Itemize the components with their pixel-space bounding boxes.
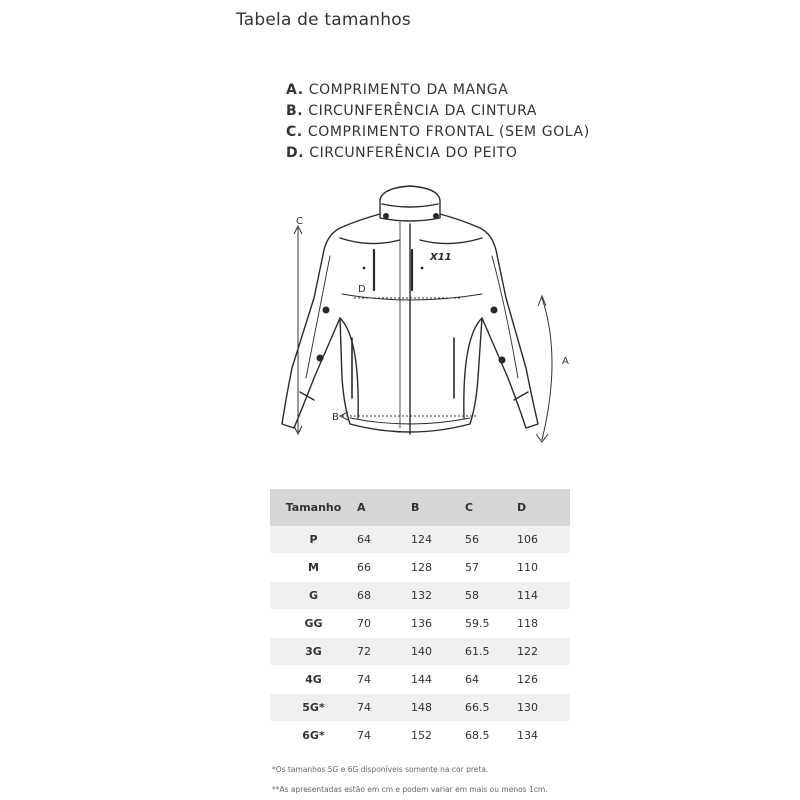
- page-title: Tabela de tamanhos: [236, 10, 411, 30]
- table-row: [270, 554, 570, 582]
- column-header: C: [465, 501, 474, 514]
- value-cell: 64: [357, 533, 371, 546]
- value-cell: 72: [357, 645, 371, 658]
- value-cell: 124: [411, 533, 432, 546]
- legend-label: CIRCUNFERÊNCIA DA CINTURA: [308, 103, 538, 119]
- size-cell: P: [309, 533, 318, 546]
- value-cell: 130: [517, 701, 538, 714]
- table-header-row: [270, 489, 570, 526]
- value-cell: 59.5: [465, 617, 490, 630]
- size-cell: G: [308, 589, 319, 602]
- value-cell: 64: [465, 673, 479, 686]
- value-cell: 132: [411, 589, 432, 602]
- column-header: B: [411, 501, 420, 514]
- value-cell: 144: [411, 673, 432, 686]
- size-cell: 3G: [305, 645, 322, 658]
- value-cell: 70: [357, 617, 371, 630]
- label-a: A: [562, 356, 569, 367]
- value-cell: 136: [411, 617, 432, 630]
- label-d: D: [358, 284, 366, 295]
- value-cell: 58: [465, 589, 479, 602]
- legend-item-a: [286, 80, 590, 101]
- column-header: D: [517, 501, 527, 514]
- table-row: [270, 722, 570, 750]
- value-cell: 122: [517, 645, 538, 658]
- legend-key: B.: [286, 103, 304, 119]
- table-row: [270, 666, 570, 694]
- value-cell: 152: [411, 729, 432, 742]
- legend-item-d: [286, 143, 590, 164]
- size-cell: 4G: [305, 673, 322, 686]
- value-cell: 74: [357, 729, 371, 742]
- value-cell: 140: [411, 645, 432, 658]
- table-row: [270, 610, 570, 638]
- legend-item-b: [286, 101, 590, 122]
- column-header: Tamanho: [285, 501, 342, 514]
- legend-key: D.: [286, 145, 305, 161]
- table-row: [270, 638, 570, 666]
- legend-label: COMPRIMENTO DA MANGA: [308, 82, 509, 98]
- value-cell: 74: [357, 701, 371, 714]
- value-cell: 148: [411, 701, 432, 714]
- value-cell: 61.5: [465, 645, 490, 658]
- value-cell: 57: [465, 561, 479, 574]
- legend-key: C.: [286, 124, 303, 140]
- value-cell: 66.5: [465, 701, 490, 714]
- value-cell: 114: [517, 589, 538, 602]
- size-cell: 5G*: [302, 701, 325, 714]
- legend-item-c: [286, 122, 590, 143]
- footnotes: [272, 760, 548, 800]
- label-b: B: [332, 412, 339, 423]
- size-table: [270, 489, 570, 750]
- legend-label: CIRCUNFERÊNCIA DO PEITO: [309, 145, 518, 161]
- table-row: [270, 694, 570, 722]
- value-cell: 110: [517, 561, 538, 574]
- table-row: [270, 582, 570, 610]
- value-cell: 74: [357, 673, 371, 686]
- legend-key: A.: [286, 82, 304, 98]
- size-cell: GG: [304, 617, 323, 630]
- value-cell: 106: [517, 533, 538, 546]
- table-row: [270, 526, 570, 554]
- footnote: **As apresentadas estão em cm e podem variar em mais ou menos 1cm.: [272, 785, 548, 794]
- value-cell: 56: [465, 533, 479, 546]
- size-cell: 6G*: [302, 729, 325, 742]
- value-cell: 66: [357, 561, 371, 574]
- legend-label: COMPRIMENTO FRONTAL (SEM GOLA): [307, 124, 590, 140]
- value-cell: 68.5: [465, 729, 490, 742]
- jacket-collar: [380, 186, 440, 221]
- size-cell: M: [308, 561, 319, 574]
- jacket-diagram: [270, 178, 580, 460]
- value-cell: 118: [517, 617, 538, 630]
- value-cell: 134: [517, 729, 538, 742]
- label-c: C: [296, 216, 303, 227]
- value-cell: 68: [357, 589, 371, 602]
- column-header: A: [357, 501, 366, 514]
- brand-logo: X11: [430, 252, 452, 263]
- footnote: *Os tamanhos 5G e 6G disponíveis somente na cor preta.: [272, 765, 489, 774]
- value-cell: 126: [517, 673, 538, 686]
- value-cell: 128: [411, 561, 432, 574]
- measurement-legend: [286, 80, 590, 164]
